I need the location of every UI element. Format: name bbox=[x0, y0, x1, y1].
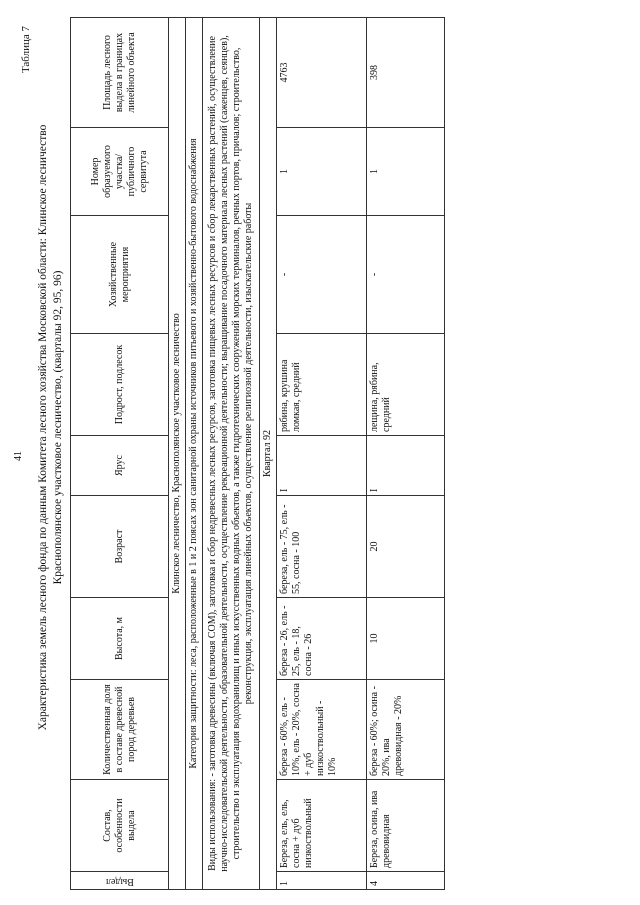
title-line-2: Краснополянское участковое лесничество, (кварталы 92, 95, 96) bbox=[52, 270, 64, 585]
header-tier: Ярус bbox=[71, 436, 169, 496]
cell-undergrowth: лещина, рябина, средний bbox=[367, 334, 445, 436]
cell-height: 10 bbox=[367, 598, 445, 680]
header-activities: Хозяйственные мероприятия bbox=[71, 216, 169, 334]
cell-composition: Береза, осина, ива древовидная bbox=[367, 780, 445, 872]
usage-row bbox=[203, 18, 260, 890]
header-composition: Состав, особенности выдела bbox=[71, 780, 169, 872]
table-row bbox=[277, 18, 367, 890]
cell-share: береза - 60%; осина - 20%, ива древовидная - 20% bbox=[367, 680, 445, 780]
cell-vydel: 4 bbox=[367, 872, 445, 890]
cell-age: 20 bbox=[367, 496, 445, 598]
quarter-cell: Квартал 92 bbox=[260, 18, 277, 890]
title-line-1: Характеристика земель лесного фонда по данным Комитета лесного хозяйства Московской области: Клинское лесничество bbox=[37, 124, 49, 731]
header-age: Возраст bbox=[71, 496, 169, 598]
header-plot-number: Номер образуемого участка/ публичного сервитута bbox=[71, 128, 169, 216]
cell-activities: - bbox=[277, 216, 367, 334]
cell-vydel: 1 bbox=[277, 872, 367, 890]
header-area: Площадь лесного выдела в границах линейного объекта bbox=[71, 18, 169, 128]
usage-cell: Виды использования: - заготовка древесины (включая СОМ), заготовка и сбор недревесных лесных ресурсов, заготовка пищевых лесных ресурсов и сбор лекарственных растений, осуществление научно-исследовательской деятельности, образовательной деятельности, осуществление рекреационной деятельности; выращивание посадочного материала лесных растений (саженцев, сеянцев), строительство и эксплуатация водохранилищ и иных искусственных водных объектов, а также гидротехнических сооружений морских терминалов, речных портов, причалов; строительство, реконструкция, эксплуатация линейных объектов, осуществление религиозной деятельности, изыскательские работы bbox=[203, 18, 260, 890]
cell-plot-number: 1 bbox=[277, 128, 367, 216]
forest-table bbox=[70, 17, 445, 890]
cell-composition: Береза, ель, ель, сосна + дуб низкоствольный bbox=[277, 780, 367, 872]
page-number: 41 bbox=[13, 451, 24, 461]
quarter-row bbox=[260, 18, 277, 890]
cell-share: береза - 60%, ель - 10%, ель - 20%, сосна + дуб низкоствольный - 10% bbox=[277, 680, 367, 780]
table-label: Таблица 7 bbox=[20, 26, 32, 74]
header-vydel-label: Выдел bbox=[105, 876, 134, 887]
header-share: Количественная доля в составе древесной пород деревьев bbox=[71, 680, 169, 780]
cell-height: береза - 26, ель - 25, ель - 18, сосна - 26 bbox=[277, 598, 367, 680]
cell-area: 4763 bbox=[277, 18, 367, 128]
cell-tier: I bbox=[367, 436, 445, 496]
cell-undergrowth: рябина, крушина ломкая, средний bbox=[277, 334, 367, 436]
cell-plot-number: 1 bbox=[367, 128, 445, 216]
forestry-cell: Клинское лесничество, Краснополянское участковое лесничество bbox=[169, 18, 186, 890]
cell-activities: - bbox=[367, 216, 445, 334]
forestry-row bbox=[169, 18, 186, 890]
cell-tier: I bbox=[277, 436, 367, 496]
cell-age: береза, ель - 75, ель - 55, сосна - 100 bbox=[277, 496, 367, 598]
document-title bbox=[36, 30, 66, 825]
header-height: Высота, м bbox=[71, 598, 169, 680]
category-row bbox=[186, 18, 203, 890]
table-row bbox=[367, 18, 445, 890]
category-cell: Категория защитности: леса, расположенные в 1 и 2 поясах зон санитарной охраны источников питьевого и хозяйственно-бытового водоснабжения bbox=[186, 18, 203, 890]
cell-area: 398 bbox=[367, 18, 445, 128]
header-vydel bbox=[71, 872, 169, 890]
header-undergrowth: Подрост, подлесок bbox=[71, 334, 169, 436]
table-header-row bbox=[71, 18, 169, 890]
